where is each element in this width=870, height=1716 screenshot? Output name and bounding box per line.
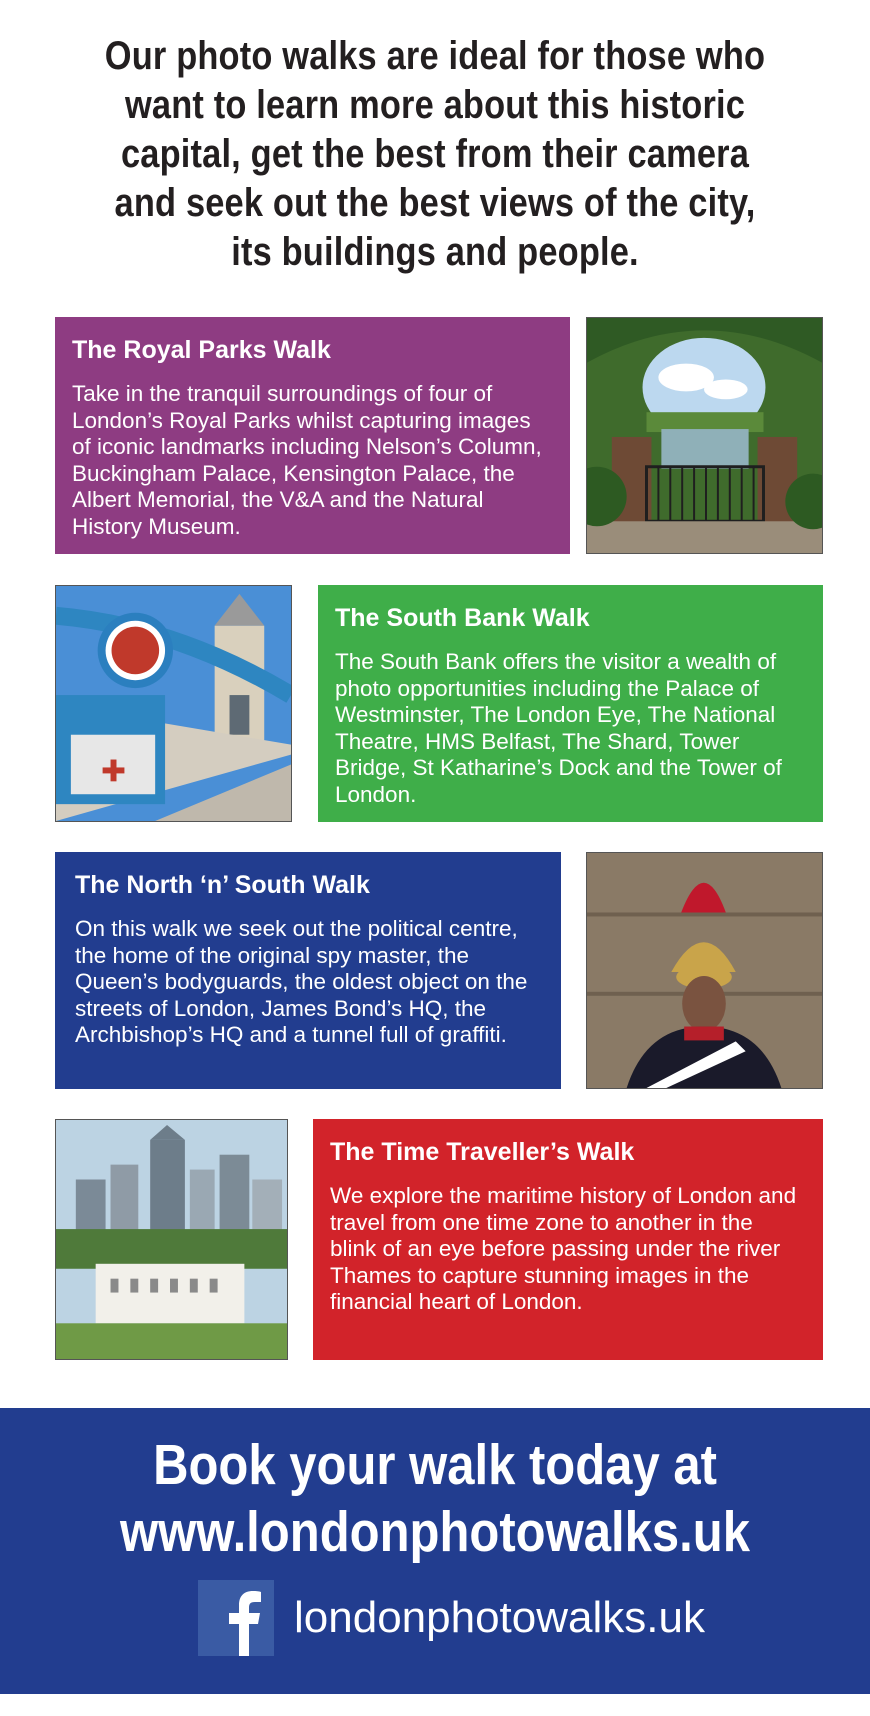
walk-title: The Royal Parks Walk <box>72 336 331 364</box>
greenwich-skyline-photo <box>55 1119 288 1360</box>
garden-gate-photo <box>586 317 823 554</box>
walk-description: Take in the tranquil surroundings of four of London’s Royal Parks whilst capturing images of iconic landmarks including Nelson’s Column, Buckingham Palace, Kensington Palace, the Albert Memorial, the V&A and the Natural History Museum. <box>72 381 542 539</box>
walk-title: The South Bank Walk <box>335 604 590 632</box>
walk-card-north-n-south <box>55 852 561 1089</box>
household-cavalry-guard-photo <box>586 852 823 1089</box>
walk-card-time-traveller <box>313 1119 823 1360</box>
tower-bridge-photo <box>55 585 292 822</box>
intro-text: Our photo walks are ideal for those who want to learn more about this historic capital, get the best from their camera and seek out the best views of the city, its buildings and people. <box>104 34 766 274</box>
walk-description: The South Bank offers the visitor a wealth of photo opportunities including the Palace of Westminster, The London Eye, The National Theatre, HMS Belfast, The Shard, Tower Bridge, St Katharine’s Dock and the Tower of London. <box>335 649 782 807</box>
facebook-link[interactable] <box>198 1580 705 1656</box>
walk-title: The North ‘n’ South Walk <box>75 871 370 899</box>
walk-description: On this walk we seek out the political centre, the home of the original spy master, the Queen’s bodyguards, the oldest object on the streets of London, James Bond’s HQ, the Archbishop’s HQ and a tunnel full of graffiti. <box>75 916 528 1047</box>
cta-line-1: Book your walk today at <box>153 1433 717 1497</box>
walk-card-south-bank <box>318 585 823 822</box>
walk-card-royal-parks <box>55 317 570 554</box>
facebook-handle[interactable]: londonphotowalks.uk <box>294 1593 705 1642</box>
booking-footer <box>0 1408 870 1694</box>
website-url[interactable]: www.londonphotowalks.uk <box>119 1500 750 1564</box>
walk-title: The Time Traveller’s Walk <box>330 1138 635 1166</box>
walk-description: We explore the maritime history of London and travel from one time zone to another in the blink of an eye before passing under the river Thames to capture stunning images in the financial heart of London. <box>330 1183 797 1314</box>
facebook-icon[interactable] <box>198 1580 274 1656</box>
booking-call-to-action <box>61 1432 809 1566</box>
